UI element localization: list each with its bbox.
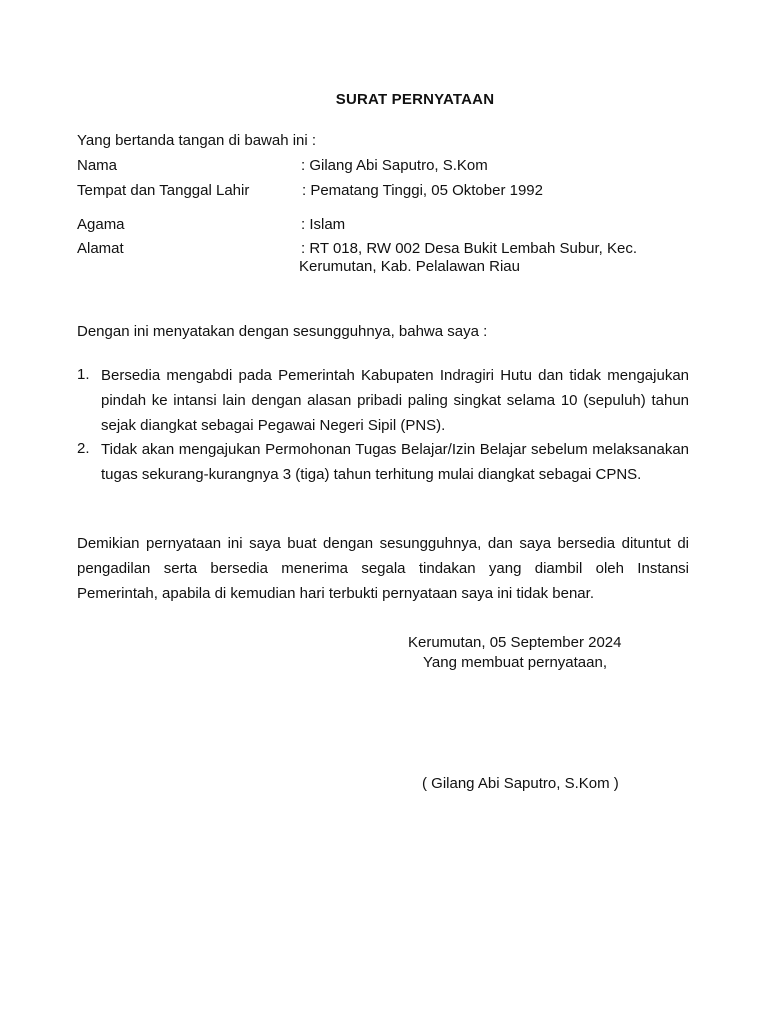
intro-text: Yang bertanda tangan di bawah ini : bbox=[77, 132, 317, 149]
list-item-number: 2. bbox=[77, 440, 90, 457]
statement-intro: Dengan ini menyatakan dengan sesungguhnya, bahwa saya : bbox=[77, 323, 488, 340]
field-value-agama: : Islam bbox=[301, 216, 346, 233]
field-label-agama: Agama bbox=[77, 216, 125, 233]
field-value-alamat-cont: Kerumutan, Kab. Pelalawan Riau bbox=[299, 258, 520, 275]
field-value-alamat: : RT 018, RW 002 Desa Bukit Lembah Subur, Kec. bbox=[301, 240, 638, 257]
list-item-text: Bersedia mengabdi pada Pemerintah Kabupaten Indragiri Hutu dan tidak mengajukan pindah ke intansi lain dengan alasan pribadi paling singkat selama 10 (sepuluh) tahun sejak diangkat sebagai Pegawai Negeri Sipil (PNS). bbox=[101, 367, 689, 434]
signature-role: Yang membuat pernyataan, bbox=[423, 654, 608, 671]
field-label-nama: Nama bbox=[77, 157, 118, 174]
closing-paragraph: Demikian pernyataan ini saya buat dengan sesungguhnya, dan saya bersedia dituntut di pengadilan serta bersedia menerima segala tindakan yang diambil oleh Instansi Pemerintah, apabila di kemudian hari terbukti pernyataan saya ini tidak benar. bbox=[77, 535, 689, 602]
field-label-alamat: Alamat bbox=[77, 240, 124, 257]
signature-place-date: Kerumutan, 05 September 2024 bbox=[408, 634, 622, 651]
list-item-number: 1. bbox=[77, 366, 90, 383]
field-label-ttl: Tempat dan Tanggal Lahir bbox=[77, 182, 250, 199]
signature-name: ( Gilang Abi Saputro, S.Kom ) bbox=[422, 775, 619, 792]
document-title: SURAT PERNYATAAN bbox=[335, 91, 495, 108]
field-value-ttl: : Pematang Tinggi, 05 Oktober 1992 bbox=[302, 182, 543, 199]
field-value-nama: : Gilang Abi Saputro, S.Kom bbox=[301, 157, 488, 174]
list-item-text: Tidak akan mengajukan Permohonan Tugas Belajar/Izin Belajar sebelum melaksanakan tugas sekurang-kurangnya 3 (tiga) tahun terhitung mulai diangkat sebagai CPNS. bbox=[101, 441, 689, 483]
